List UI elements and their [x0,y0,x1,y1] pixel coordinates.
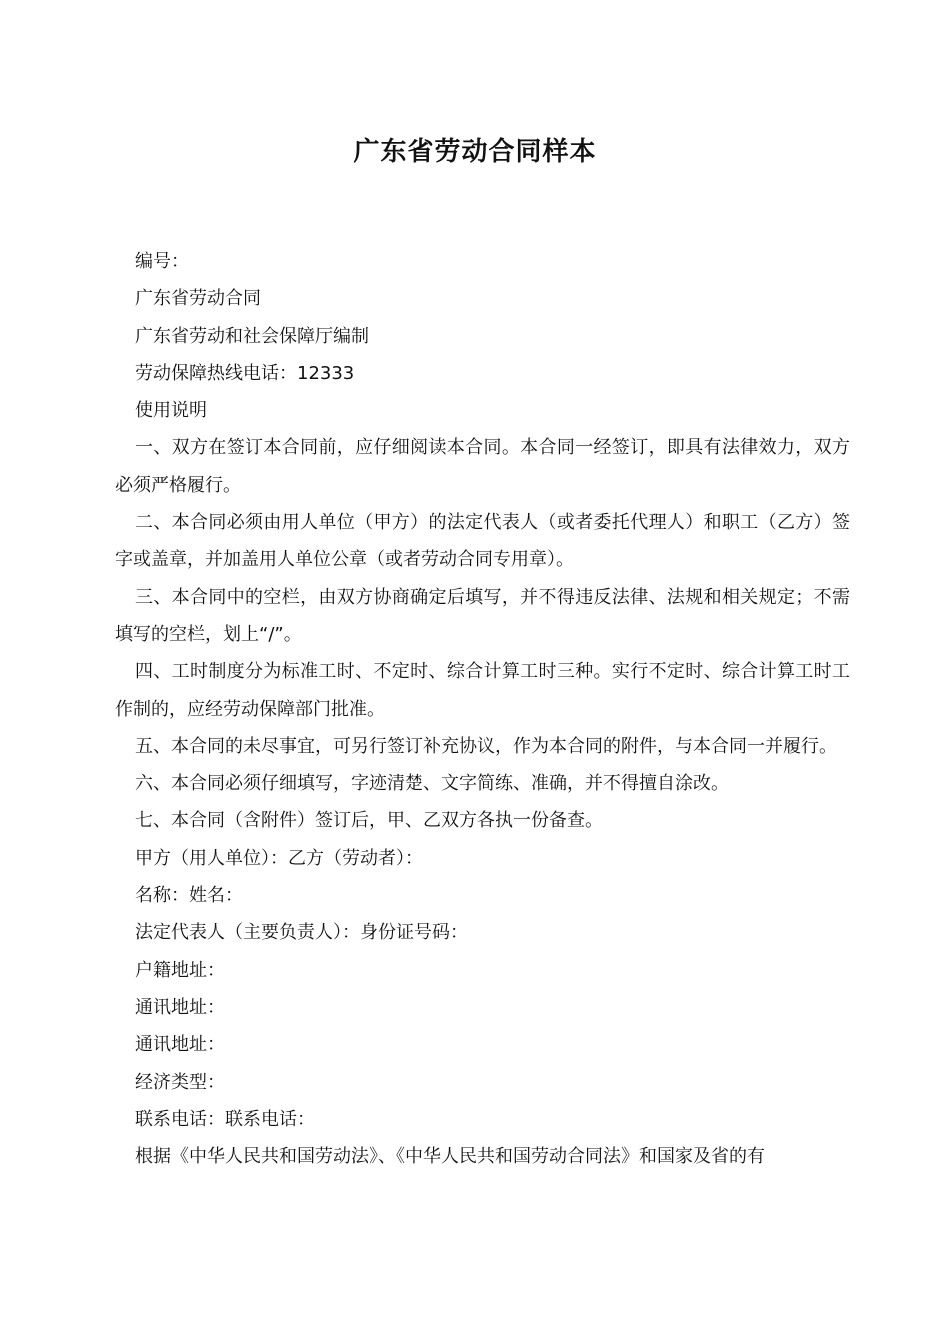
instructions-heading: 使用说明 [135,400,207,422]
contract-name-line: 广东省劳动合同 [135,288,261,310]
instruction-5: 五、本合同的未尽事宜，可另行签订补充协议，作为本合同的附件，与本合同一并履行。 [135,735,837,757]
household-address-line: 户籍地址： [135,959,225,981]
parties-line: 甲方（用人单位）：乙方（劳动者）： [135,847,423,869]
mailing-address-line-2: 通讯地址： [135,1034,225,1056]
compiler-line: 广东省劳动和社会保障厅编制 [135,325,369,347]
hotline-line: 劳动保障热线电话：12333 [135,362,355,384]
document-body [115,243,850,1175]
legal-rep-line: 法定代表人（主要负责人）：身份证号码： [135,922,468,944]
instruction-6: 六、本合同必须仔细填写，字迹清楚、文字简练、准确，并不得擅自涂改。 [135,773,729,795]
contract-number-line: 编号： [135,251,189,272]
document-title: 广东省劳动合同样本 [353,137,597,167]
instruction-3: 三、本合同中的空栏，由双方协商确定后填写，并不得违反法律、法规和相关规定；不需填写的空栏，划上“/”。 [115,586,850,645]
mailing-address-line: 通讯地址： [135,996,225,1018]
economic-type-line: 经济类型： [135,1071,225,1093]
legal-basis-line: 根据《中华人民共和国劳动法》、《中华人民共和国劳动合同法》和国家及省的有 [135,1146,765,1168]
instruction-4: 四、工时制度分为标准工时、不定时、综合计算工时三种。实行不定时、综合计算工时工作制的，应经劳动保障部门批准。 [115,661,850,720]
instruction-2: 二、本合同必须由用人单位（甲方）的法定代表人（或者委托代理人）和职工（乙方）签字或盖章，并加盖用人单位公章（或者劳动合同专用章）。 [115,512,850,571]
instruction-7: 七、本合同（含附件）签订后，甲、乙双方各执一份备查。 [135,810,603,832]
instruction-1: 一、双方在签订本合同前，应仔细阅读本合同。本合同一经签订，即具有法律效力，双方必须严格履行。 [115,437,850,496]
name-line: 名称：姓名： [135,885,243,907]
phone-line: 联系电话：联系电话： [135,1108,315,1130]
